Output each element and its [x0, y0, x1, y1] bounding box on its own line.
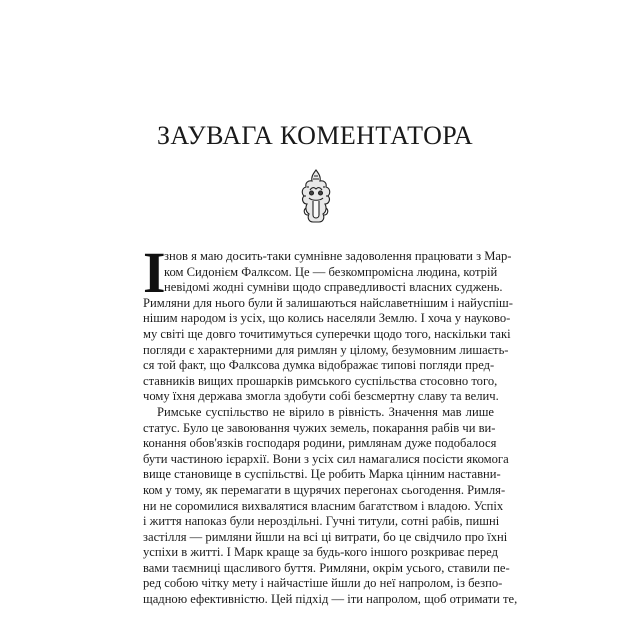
text-line: бути частиною ієрархії. Вони з усіх сил намагалися посісти якомога	[143, 451, 509, 466]
text-line: вище становище в суспільстві. Це робить Марка цінним наставни-	[143, 467, 501, 482]
text-line: статус. Було це завоювання чужих земель, покарання рабів чи ви-	[143, 420, 496, 435]
text-line: щадною ефективністю. Цей підхід — іти напролом, щоб отримати те,	[143, 592, 518, 607]
text-line: чому їхня держава змогла здобути собі безсмертну славу та велич.	[143, 389, 499, 404]
text-line: і життя напоказ були нероздільні. Гучні титули, сотні рабів, пишні	[143, 514, 500, 529]
chapter-title: ЗАУВАГА КОМЕНТАТОРА	[156, 121, 474, 150]
body-text	[143, 240, 518, 608]
text-line: ся той факт, що Фалксова думка відображає типові погляди пред-	[143, 358, 495, 373]
text-line: знов я маю досить-таки сумнівне задоволення працювати з Мар-	[164, 249, 512, 263]
text-line: невідомі жодні сумніви щодо справедливості власних суджень.	[164, 280, 503, 295]
text-line: ком Сидонієм Фалксом. Це — безкомпромісна людина, котрій	[164, 264, 498, 279]
text-line: Римське суспільство не вірило в рівність. Значення мав лише	[157, 404, 494, 419]
grotesque-mask-ornament-icon	[297, 168, 335, 228]
text-line: му світі ще довго точитимуться суперечки щодо того, наскільки такі	[143, 326, 511, 341]
text-line: ставників вищих прошарків римського суспільства стосовно того,	[143, 373, 498, 388]
text-line: конання обов'язків господаря родини, римлянам дуже подобалося	[143, 436, 497, 451]
text-line: успіхи в житті. І Марк краще за будь-кого іншого розкриває перед	[143, 545, 498, 560]
drop-cap: І	[143, 240, 166, 305]
text-line: ком у тому, як перемагати в щурячих перегонах сьогодення. Римля-	[143, 482, 506, 497]
text-line: ни не соромилися вихвалятися власним багатством і владою. Успіх	[143, 498, 504, 513]
text-line: нішим народом із усіх, що колись населяли Землю. І хоча у науково-	[143, 311, 511, 326]
text-line: застілля — римляни йшли на всі ці витрати, бо це свідчило про їхні	[143, 529, 508, 544]
text-line: вами таємниці щасливого буття. Римляни, окрім усього, ставили пе-	[143, 560, 510, 575]
text-line: Римляни для нього були й залишаються найславетнішим і найуспіш-	[143, 295, 513, 310]
text-line: погляди є характерними для римлян у цілому, безумовним лишаєть-	[143, 342, 509, 357]
text-line: ред собою чітку мету і найчастіше йшли до неї напролом, із безпо-	[143, 576, 503, 591]
